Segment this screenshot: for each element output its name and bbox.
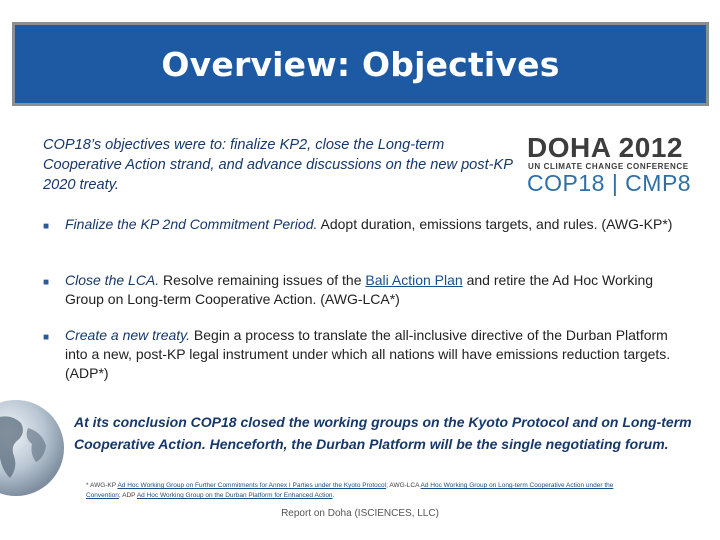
globe-icon: [0, 398, 66, 498]
intro-paragraph: COP18’s objectives were to: finalize KP2, close the Long-term Cooperative Action strand, and advance discussions on the new post-KP 2020 treaty.: [43, 137, 513, 193]
logo-line-3: COP18 | CMP8: [527, 170, 692, 196]
bullet-square-icon: ■: [43, 277, 50, 288]
bullet-body: Resolve remaining issues of the: [159, 272, 366, 288]
bullet-text: [65, 215, 675, 234]
footnote-text: ; ADP: [118, 492, 137, 499]
footnote-text: * AWG-KP: [86, 482, 118, 489]
bullet-text: [65, 326, 675, 383]
title-banner: [12, 22, 709, 106]
logo-line-1: DOHA 2012: [527, 132, 683, 163]
bullet-lead: Finalize the KP 2nd Commitment Period.: [65, 216, 318, 232]
bali-action-plan-link[interactable]: Bali Action Plan: [365, 272, 463, 288]
conclusion-text: At its conclusion COP18 closed the working groups on the Kyoto Protocol and on Long-term Cooperative Action. Henceforth, the Durban Platform will be the single negotiating forum.: [74, 414, 692, 452]
awg-lca-link[interactable]: Ad Hoc Working Group on Long-term Cooperative Action under the Convention: [86, 482, 614, 499]
awg-kp-link[interactable]: Ad Hoc Working Group on Further Commitments for Annex I Parties under the Kyoto Protocol: [117, 482, 387, 489]
footnote-text: .: [332, 492, 335, 499]
footnote: [86, 481, 646, 501]
bullet-square-icon: ■: [43, 221, 50, 232]
footnote-text: ; AWG-LCA: [386, 482, 421, 489]
doha-2012-logo: [527, 133, 692, 197]
bullet-body-continued: and retire the Ad Hoc Working Group on Long-term Cooperative Action. (AWG-LCA*): [65, 272, 654, 307]
bullet-square-icon: ■: [43, 332, 50, 343]
bullet-text: [65, 271, 675, 309]
bullet-body: Adopt duration, emissions targets, and rules. (AWG-KP*): [317, 216, 673, 232]
bullet-body: Begin a process to translate the all-inclusive directive of the Durban Platform into a new, post-KP legal instrument under which all nations will have emissions reduction targets. (ADP*): [65, 327, 671, 381]
logo-line-2: UN CLIMATE CHANGE CONFERENCE: [528, 162, 689, 171]
slide-title: Overview: Objectives: [161, 44, 560, 84]
source-caption: Report on Doha (ISCIENCES, LLC): [281, 508, 439, 519]
bullet-lead: Create a new treaty.: [65, 327, 191, 343]
bullet-lead: Close the LCA.: [65, 272, 160, 288]
adp-link[interactable]: Ad Hoc Working Group on the Durban Platform for Enhanced Action: [136, 492, 333, 499]
